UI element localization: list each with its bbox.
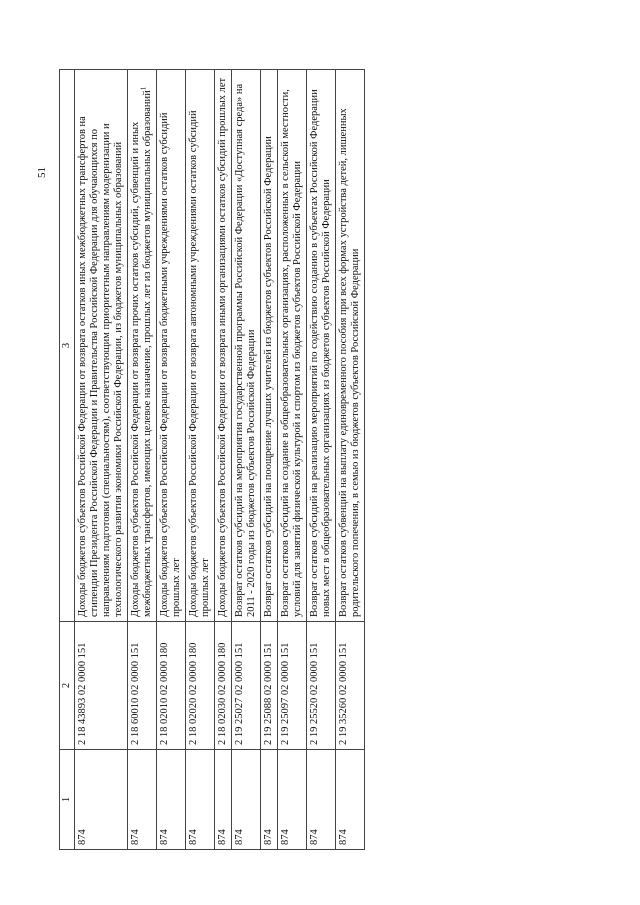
page-number: 51 bbox=[36, 167, 48, 178]
description-text: Доходы бюджетов субъектов Российской Федерации от возврата остатков иных межбюджетных трансфертов на стипендии Президента Российской Федерации и Правительства Российской Федерации для обучающихся по направлениям подготовки (специальностям), соответствующим приоритетным направлениям модернизации и технологического развития экономики Российской Федерации, из бюджетов муниципальных образований bbox=[77, 116, 124, 617]
description-cell bbox=[336, 70, 365, 622]
table-body bbox=[75, 70, 365, 850]
header-col-1: 1 bbox=[60, 750, 75, 850]
admin-code-cell: 874 bbox=[278, 750, 307, 850]
description-cell bbox=[278, 70, 307, 622]
table-row bbox=[128, 70, 157, 850]
description-cell bbox=[307, 70, 336, 622]
budget-code-cell: 2 19 25027 02 0000 151 bbox=[232, 622, 261, 750]
header-col-2: 2 bbox=[60, 622, 75, 750]
description-cell bbox=[128, 70, 157, 622]
description-cell bbox=[232, 70, 261, 622]
budget-code-cell: 2 18 60010 02 0000 151 bbox=[128, 622, 157, 750]
description-cell bbox=[157, 70, 186, 622]
table-row bbox=[261, 70, 278, 850]
table-row bbox=[278, 70, 307, 850]
admin-code-cell: 874 bbox=[157, 750, 186, 850]
header-col-3: 3 bbox=[60, 70, 75, 622]
budget-code-cell: 2 18 43893 02 0000 151 bbox=[75, 622, 128, 750]
admin-code-cell: 874 bbox=[215, 750, 232, 850]
table-row bbox=[75, 70, 128, 850]
description-text: Доходы бюджетов субъектов Российской Федерации от возврата автономными учреждениями остатков субсидий прошлых лет bbox=[188, 110, 211, 617]
table-row bbox=[186, 70, 215, 850]
description-cell bbox=[75, 70, 128, 622]
admin-code-cell: 874 bbox=[75, 750, 128, 850]
budget-code-cell: 2 19 25520 02 0000 151 bbox=[307, 622, 336, 750]
description-text: Возврат остатков субсидий на мероприятия государственной программы Российской Федерации «Доступная среда» на 2011 - 2020 годы из бюджетов субъектов Российской Федерации bbox=[234, 83, 257, 617]
admin-code-cell: 874 bbox=[307, 750, 336, 850]
footnote-marker: 1 bbox=[139, 86, 148, 91]
rotated-table-container bbox=[59, 70, 529, 850]
description-cell bbox=[186, 70, 215, 622]
table-row bbox=[307, 70, 336, 850]
budget-code-cell: 2 18 02010 02 0000 180 bbox=[157, 622, 186, 750]
table-row bbox=[215, 70, 232, 850]
budget-code-cell: 2 19 25088 02 0000 151 bbox=[261, 622, 278, 750]
description-text: Доходы бюджетов субъектов Российской Федерации от возврата прочих остатков субсидий, субвенций и иных межбюджетных трансфертов, имеющих целевое назначение, прошлых лет из бюджетов муниципальных образований bbox=[130, 90, 153, 617]
table-row bbox=[336, 70, 365, 850]
admin-code-cell: 874 bbox=[232, 750, 261, 850]
budget-code-cell: 2 18 02030 02 0000 180 bbox=[215, 622, 232, 750]
admin-code-cell: 874 bbox=[186, 750, 215, 850]
table-header-row bbox=[60, 70, 75, 850]
admin-code-cell: 874 bbox=[128, 750, 157, 850]
description-text: Возврат остатков субсидий на поощрение лучших учителей из бюджетов субъектов Российской Федерации bbox=[263, 136, 274, 617]
budget-code-cell: 2 18 02020 02 0000 180 bbox=[186, 622, 215, 750]
description-text: Возврат остатков субсидий на реализацию мероприятий по содействию созданию в субъектах Российской Федерации новых мест в общеобразовательных организациях из бюджетов субъектов Российской Федерации bbox=[309, 89, 332, 617]
table-row bbox=[157, 70, 186, 850]
description-text: Доходы бюджетов субъектов Российской Федерации от возврата иными организациями остатков субсидий прошлых лет bbox=[217, 77, 228, 617]
admin-code-cell: 874 bbox=[261, 750, 278, 850]
description-text: Возврат остатков субвенций на выплату единовременного пособия при всех формах устройства детей, лишенных родительского попечения, в семью из бюджетов субъектов Российской Федерации bbox=[338, 108, 361, 617]
budget-code-cell: 2 19 25097 02 0000 151 bbox=[278, 622, 307, 750]
budget-code-cell: 2 19 35260 02 0000 151 bbox=[336, 622, 365, 750]
description-cell bbox=[261, 70, 278, 622]
description-text: Доходы бюджетов субъектов Российской Федерации от возврата бюджетными учреждениями остатков субсидий прошлых лет bbox=[159, 112, 182, 617]
revenue-codes-table bbox=[59, 69, 365, 850]
table-row bbox=[232, 70, 261, 850]
description-cell bbox=[215, 70, 232, 622]
description-text: Возврат остатков субсидий на создание в общеобразовательных организациях, расположенных в сельской местности, условий для занятий физической культурой и спортом из бюджетов субъектов Российской Федерации bbox=[280, 89, 303, 617]
admin-code-cell: 874 bbox=[336, 750, 365, 850]
